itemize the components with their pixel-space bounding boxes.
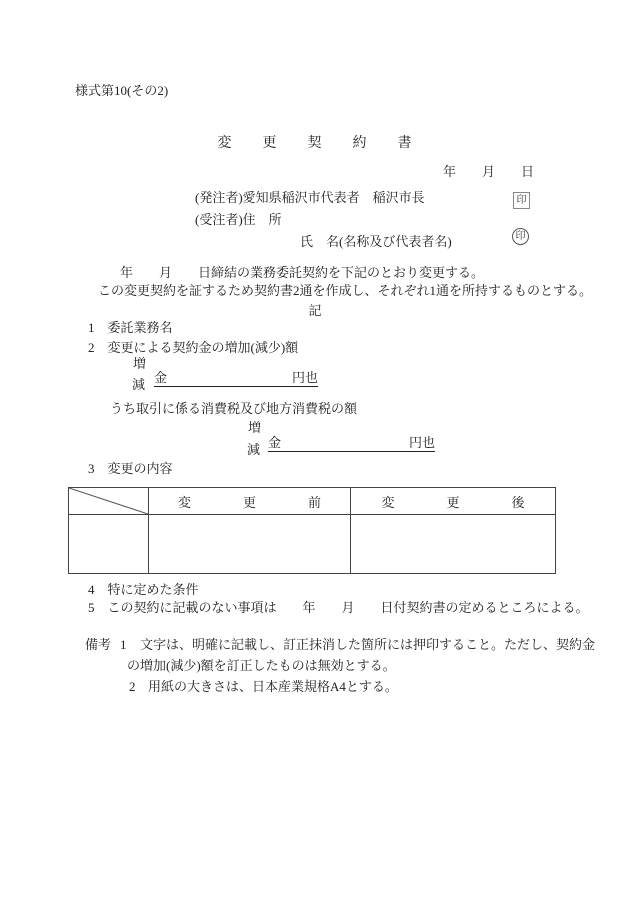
form-number: 様式第10(その2): [75, 83, 169, 98]
preamble-line-1: 年 月 日締結の業務委託契約を下記のとおり変更する。: [120, 265, 485, 280]
remark-1-text-line-2: の増加(減少)額を訂正したものは無効とする。: [127, 658, 396, 673]
item-2-line: 2 変更による契約金の増加(減少)額: [88, 340, 299, 355]
remarks-label: 備考: [85, 637, 112, 652]
contractor-address-line: (受注者)住 所: [195, 212, 282, 227]
seal-character: 印: [515, 230, 526, 242]
date-line: 年 月 日: [443, 164, 535, 179]
table-header-row: [69, 488, 555, 515]
item-4-line: 4 特に定めた条件: [88, 582, 199, 597]
item-5-line: 5 この契約に記載のない事項は 年 月 日付契約書の定めるところによる。: [88, 600, 589, 615]
item-3-line: 3 変更の内容: [88, 461, 173, 476]
diagonal-line: [69, 488, 148, 514]
table-corner-cell: [69, 488, 149, 514]
amount-line-contract: [154, 371, 318, 387]
decrease-label-2: 減: [247, 442, 261, 457]
currency-suffix: 円也: [291, 370, 318, 385]
increase-label-1: 増: [133, 356, 147, 371]
ki-marker: 記: [308, 303, 322, 318]
orderer-seal-stamp: [513, 192, 530, 209]
table-body-before-cell: [149, 515, 351, 573]
remark-1-text-line-1: 文字は、明確に記載し、訂正抹消した箇所には押印すること。ただし、契約金: [140, 637, 596, 652]
currency-suffix: 円也: [408, 435, 435, 450]
table-body-label-cell: [69, 515, 149, 573]
decrease-label-1: 減: [132, 377, 146, 392]
orderer-line: (発注者)愛知県稲沢市代表者 稲沢市長: [195, 190, 425, 205]
document-title: 変 更 契 約 書: [217, 136, 413, 151]
increase-label-2: 増: [248, 420, 262, 435]
column-header-after: 変 更 後: [381, 494, 525, 510]
amount-line-tax: [268, 436, 435, 452]
currency-prefix: 金: [154, 370, 168, 385]
change-table: [68, 487, 556, 574]
column-header-before: 変 更 前: [149, 488, 351, 514]
table-body-after-cell: [351, 515, 555, 573]
contractor-name-line: 氏 名(名称及び代表者名): [300, 234, 452, 249]
remark-2-text: 用紙の大きさは、日本産業規格A4とする。: [148, 679, 398, 694]
preamble-line-2: この変更契約を証するため契約書2通を作成し、それぞれ1通を所持するものとする。: [98, 283, 593, 298]
item-1-line: 1 委託業務名: [88, 320, 173, 335]
currency-prefix: 金: [268, 435, 282, 450]
tax-note-line: うち取引に係る消費税及び地方消費税の額: [110, 401, 358, 416]
remark-2-number: 2: [129, 679, 136, 694]
table-body-row: [69, 515, 555, 573]
seal-character: 印: [516, 194, 527, 206]
remark-1-number: 1: [120, 637, 127, 652]
contractor-seal-stamp: [512, 228, 529, 245]
